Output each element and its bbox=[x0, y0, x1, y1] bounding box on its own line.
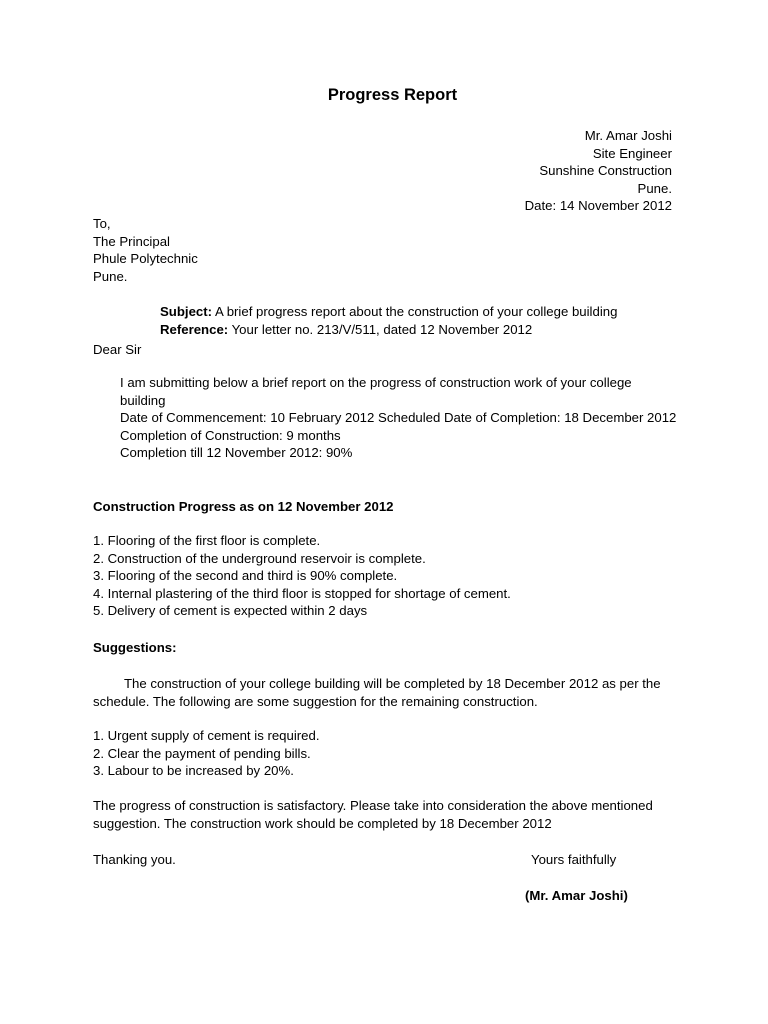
sender-designation: Site Engineer bbox=[592, 145, 672, 161]
suggestions-heading: Suggestions: bbox=[93, 640, 177, 655]
recipient-to: To, bbox=[93, 216, 111, 231]
progress-heading: Construction Progress as on 12 November 2012 bbox=[93, 499, 394, 514]
summary-duration: Completion of Construction: 9 months bbox=[120, 427, 341, 443]
recipient-line-1: The Principal bbox=[93, 233, 170, 249]
list-item: 4. Internal plastering of the third floor is stopped for shortage of cement. bbox=[93, 585, 511, 601]
sender-city: Pune. bbox=[637, 180, 672, 196]
list-item: 2. Clear the payment of pending bills. bbox=[93, 745, 311, 761]
list-item: 1. Flooring of the first floor is complete. bbox=[93, 533, 321, 548]
list-item: 3. Labour to be increased by 20%. bbox=[93, 763, 294, 779]
summary-intro: I am submitting below a brief report on the progress of construction work of your college building bbox=[120, 375, 632, 408]
subject-label: Subject: bbox=[160, 304, 213, 319]
page-title: Progress Report bbox=[327, 86, 458, 104]
reference-line bbox=[160, 321, 617, 339]
signature-name: (Mr. Amar Joshi) bbox=[525, 888, 628, 903]
reference-text: Your letter no. 213/V/511, dated 12 November 2012 bbox=[228, 321, 533, 337]
recipient-address bbox=[93, 215, 198, 285]
reference-label: Reference: bbox=[160, 321, 229, 337]
summary-completion: Completion till 12 November 2012: 90% bbox=[120, 445, 353, 461]
salutation: Dear Sir bbox=[93, 342, 142, 357]
suggestions-list bbox=[93, 727, 320, 780]
sender-company: Sunshine Construction bbox=[539, 163, 672, 179]
sender-name: Mr. Amar Joshi bbox=[584, 128, 672, 143]
suggestions-paragraph: The construction of your college building will be completed by 18 December 2012 as per the schedule. The following are some suggestion for the remaining construction. bbox=[93, 676, 661, 709]
list-item: 1. Urgent supply of cement is required. bbox=[93, 728, 320, 743]
thanks-line: Thanking you. bbox=[93, 852, 176, 867]
subject-reference-block bbox=[160, 303, 617, 338]
list-item: 2. Construction of the underground reservoir is complete. bbox=[93, 550, 426, 566]
letter-date: Date: 14 November 2012 bbox=[524, 198, 672, 214]
list-item: 3. Flooring of the second and third is 90% complete. bbox=[93, 568, 398, 584]
subject-text: A brief progress report about the construction of your college building bbox=[212, 304, 618, 319]
subject-line bbox=[160, 303, 617, 321]
summary-dates: Date of Commencement: 10 February 2012 Scheduled Date of Completion: 18 December 2012 bbox=[120, 410, 677, 426]
recipient-line-3: Pune. bbox=[93, 268, 128, 284]
report-summary bbox=[120, 374, 680, 462]
sender-address bbox=[525, 127, 672, 215]
recipient-line-2: Phule Polytechnic bbox=[93, 251, 198, 267]
progress-list bbox=[93, 532, 511, 620]
yours-faithfully: Yours faithfully bbox=[531, 852, 617, 867]
closing-paragraph: The progress of construction is satisfactory. Please take into consideration the above mentioned suggestion. The construction work should be completed by 18 December 2012 bbox=[93, 798, 653, 831]
list-item: 5. Delivery of cement is expected within 2 days bbox=[93, 603, 368, 619]
